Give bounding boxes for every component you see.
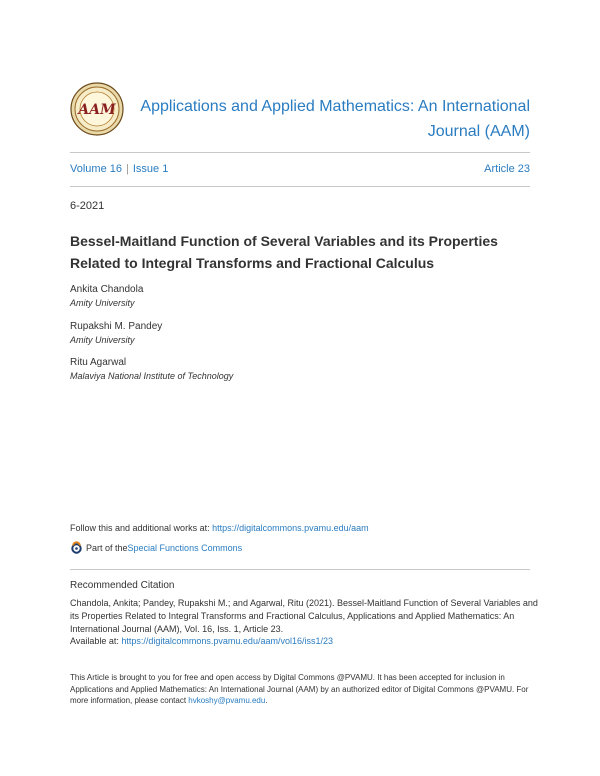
article-link[interactable]: Article 23 (484, 163, 530, 175)
issue-line (70, 163, 530, 179)
available-label: Available at: (70, 636, 122, 646)
journal-logo (70, 82, 124, 136)
journal-title-line2[interactable]: Journal (AAM) (427, 123, 530, 140)
article-url-link[interactable]: https://digitalcommons.pvamu.edu/aam/vol16/iss1/23 (121, 636, 333, 646)
author-affiliation: Amity University (70, 335, 135, 345)
volume-issue (70, 163, 168, 175)
special-functions-commons-link[interactable]: Special Functions Commons (127, 542, 243, 553)
author-name: Rupakshi M. Pandey (70, 321, 163, 332)
access-statement-text: This Article is brought to you for free and open access by Digital Commons @PVAMU. It has been accepted for inclusion in Applications and Applied Mathematics: An International Journal (AAM) by an authorized editor of Digital Commons @PVAMU. For more information, please contact (70, 673, 529, 705)
available-at-line (70, 636, 333, 646)
part-of-text: Part of the (86, 542, 128, 553)
header-divider (70, 152, 530, 153)
issue-link[interactable]: Issue 1 (132, 163, 169, 175)
follow-url-link[interactable]: https://digitalcommons.pvamu.edu/aam (212, 523, 369, 533)
citation-divider (70, 569, 530, 570)
publication-date: 6-2021 (70, 200, 105, 212)
contact-email-link[interactable]: hvkoshy@pvamu.edu (188, 696, 266, 705)
access-statement-end: . (265, 696, 268, 705)
volume-separator: | (125, 163, 129, 175)
open-access-icon (70, 541, 83, 554)
journal-title[interactable] (130, 94, 530, 144)
part-of-line (70, 541, 242, 554)
author-name: Ritu Agarwal (70, 357, 127, 368)
access-statement (70, 672, 540, 707)
logo-lettering: AAM (78, 102, 116, 118)
journal-title-line1[interactable]: Applications and Applied Mathematics: An International (140, 98, 530, 115)
recommended-citation-heading: Recommended Citation (70, 580, 175, 591)
author-affiliation: Amity University (70, 298, 135, 308)
citation-text: Chandola, Ankita; Pandey, Rupakshi M.; and Agarwal, Ritu (2021). Bessel-Maitland Function of Several Variables and its Properties Related to Integral Transforms and Fractional Calculus, Applications and Applied Mathematics: An International Journal (AAM), Vol. 16, Iss. 1, Article 23. (70, 598, 538, 634)
follow-line (70, 523, 369, 533)
author-affiliation: Malaviya National Institute of Technology (70, 371, 234, 381)
volume-link[interactable]: Volume 16 (70, 163, 122, 175)
paper-title: Bessel-Maitland Function of Several Variables and its Properties Related to Integral Transforms and Fractional Calculus (70, 233, 498, 271)
issue-divider (70, 186, 530, 187)
follow-text: Follow this and additional works at: (70, 523, 213, 533)
author-name: Ankita Chandola (70, 284, 144, 295)
